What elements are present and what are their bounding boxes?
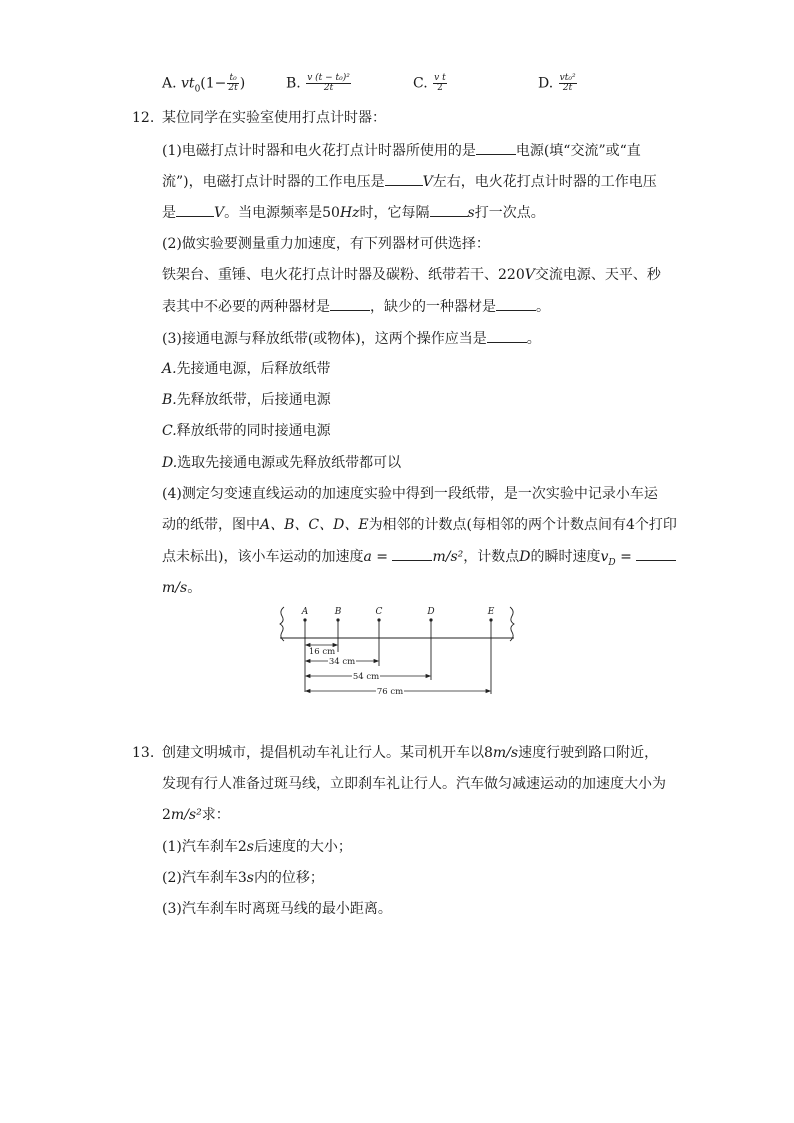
- q13-line3: [162, 807, 230, 823]
- q12-part1-line1: [162, 142, 641, 159]
- q12-option-b: [162, 392, 331, 408]
- q12-p1-l3b: 。当电源频率是50: [224, 205, 340, 221]
- dot-a: [303, 618, 306, 621]
- dim-ad-arrow-r: [426, 675, 430, 678]
- q12-part1-line3: [162, 204, 545, 221]
- q12-p1-l2v: V: [422, 174, 433, 190]
- q12-number: 12.: [132, 110, 155, 126]
- q12-p4-l3unit: m/s²: [432, 549, 464, 565]
- q12-p4-l4: m/s: [162, 580, 188, 596]
- q12-p4-l2b: 为相邻的计数点(每相邻的两个计数点间有4个打印: [368, 517, 677, 533]
- q13-sub2: [162, 870, 324, 886]
- q12-p4-l3a: 点未标出)，该小车运动的加速度: [162, 549, 364, 565]
- q12-p1-l3hz: Hz: [339, 205, 360, 221]
- q12-part2-line3: [162, 298, 550, 315]
- q13-l1u: m/s: [492, 745, 519, 761]
- q13-s2b: 内的位移；: [253, 870, 324, 886]
- label-a: A: [301, 607, 309, 617]
- dim-ad-label: 54 cm: [352, 672, 380, 682]
- option-d-num: vt₀²: [559, 73, 576, 83]
- answer-blank-7[interactable]: [487, 330, 527, 343]
- q12-option-a: [162, 361, 331, 377]
- q13-line2: 发现有行人准备过斑马线，立即刹车礼让行人。汽车做匀减速运动的加速度大小为: [162, 776, 666, 792]
- answer-blank-4[interactable]: [430, 204, 468, 217]
- q12-p3-l1b: 。: [526, 331, 541, 347]
- option-b-num: v (t − t₀)²: [307, 73, 350, 83]
- label-b: B: [334, 607, 342, 617]
- q12-stem: 某位同学在实验室使用打点计时器：: [162, 110, 386, 126]
- q12-p1-l1b: 电源(填“交流”或“直: [515, 143, 641, 159]
- option-a-num: t₀: [227, 74, 238, 84]
- option-a-var: vt: [181, 75, 195, 92]
- answer-blank-9[interactable]: [636, 548, 676, 561]
- q12-p1-l3d: 打一次点。: [474, 205, 545, 221]
- option-a-paren-close: ): [239, 75, 246, 92]
- q12-part4-line3: [162, 548, 676, 571]
- answer-blank-1[interactable]: [476, 142, 516, 155]
- option-a-sub: 0: [194, 84, 201, 95]
- q12-p1-l2a: 流”)，电磁打点计时器的工作电压是: [162, 174, 385, 190]
- q12-p4-l3var: a =: [363, 549, 393, 565]
- dim-ac-label: 34 cm: [328, 657, 356, 667]
- tape-left-brace: [280, 607, 284, 641]
- q13-s2a: (2)汽车刹车3: [162, 870, 247, 886]
- q12-p4-l3D: D: [519, 549, 531, 565]
- option-b: [286, 74, 352, 93]
- option-b-label: B.: [286, 75, 301, 92]
- q12-option-d: [162, 455, 401, 471]
- option-d: [538, 74, 578, 93]
- q13-l3b: 求：: [201, 807, 230, 823]
- q13-s2s: s: [246, 870, 254, 886]
- q12-p4-l2a: 动的纸带，图中: [162, 517, 260, 533]
- option-d-den: 2t: [562, 83, 573, 93]
- answer-blank-3[interactable]: [176, 204, 214, 217]
- option-c-label: C.: [413, 75, 428, 92]
- q12-p4-l3vd: v: [600, 549, 609, 565]
- q12-option-c-label: C.: [162, 423, 177, 439]
- answer-blank-5[interactable]: [330, 298, 370, 311]
- dot-d: [429, 618, 432, 621]
- q12-p4-l3c: 的瞬时速度: [530, 549, 601, 565]
- q13-line1: [162, 745, 658, 761]
- option-c-fraction: [433, 74, 447, 93]
- q12-p1-l2b: 左右，电火花打点计时器的工作电压: [432, 174, 657, 190]
- q12-p1-l3v: V: [214, 205, 225, 221]
- option-a: [162, 74, 245, 97]
- q12-part1-line2: [162, 173, 657, 190]
- q12-p1-l3c: 时，它每隔: [359, 205, 430, 221]
- q12-p1-l3a: 是: [162, 205, 176, 221]
- dim-ab-label: 16 cm: [308, 647, 336, 657]
- q12-p2-l2: 铁架台、重锤、电火花打点计时器及碳粉、纸带若干、220: [162, 267, 525, 283]
- option-c-den: 2: [437, 83, 443, 93]
- q12-part4-line2: [162, 517, 677, 533]
- option-c: [413, 74, 448, 93]
- q12-p1-l1a: (1)电磁打点计时器和电火花打点计时器所使用的是: [162, 143, 476, 159]
- q12-p2-l2v: V: [524, 267, 535, 283]
- q13-s1b: 后速度的大小；: [253, 839, 352, 855]
- dim-ac-arrow-l: [306, 660, 310, 663]
- q12-p1-l3s: s: [467, 205, 475, 221]
- option-b-den: 2t: [323, 83, 334, 93]
- dot-b: [336, 618, 339, 621]
- q13-number: 13.: [132, 745, 155, 761]
- q12-p4-l3b: ，计数点: [463, 549, 520, 565]
- dim-ae-label: 76 cm: [376, 687, 404, 697]
- q13-s1s: s: [246, 839, 254, 855]
- q12-part2-line1: (2)做实验要测量重力加速度，有下列器材可供选择：: [162, 236, 490, 252]
- q12-option-d-text: 选取先接通电源或先释放纸带都可以: [177, 455, 402, 471]
- option-a-label: A.: [162, 75, 177, 92]
- q12-p2-l3a: 表其中不必要的两种器材是: [162, 299, 330, 315]
- q13-l3u: m/s²: [170, 807, 202, 823]
- option-c-num: v t: [434, 73, 446, 83]
- dim-ad-arrow-l: [306, 675, 310, 678]
- answer-blank-8[interactable]: [392, 548, 432, 561]
- q12-p2-l3b: ，缺少的一种器材是: [370, 299, 496, 315]
- tape-right-brace: [510, 607, 514, 641]
- q12-p4-l4b: 。: [187, 580, 202, 596]
- q13-l1a: 创建文明城市，提倡机动车礼让行人。某司机开车以8: [162, 745, 493, 761]
- tape-figure: [270, 602, 530, 702]
- q13-s1a: (1)汽车刹车2: [162, 839, 247, 855]
- label-c: C: [375, 607, 383, 617]
- option-a-paren-open: (1−: [200, 75, 227, 92]
- dim-ac-arrow-r: [374, 660, 378, 663]
- q13-l3a: 2: [162, 807, 171, 823]
- option-a-den: 2t: [228, 83, 238, 93]
- q12-part2-line2: [162, 267, 661, 283]
- q12-option-a-text: 先接通电源，后释放纸带: [176, 361, 331, 377]
- answer-blank-2[interactable]: [385, 173, 423, 186]
- dot-c: [377, 618, 380, 621]
- answer-blank-6[interactable]: [496, 298, 536, 311]
- q12-p2-l2b: 交流电源、天平、秒: [534, 267, 661, 283]
- option-d-fraction: [559, 74, 577, 93]
- option-a-fraction: [227, 74, 238, 93]
- q12-option-b-label: B.: [162, 392, 177, 408]
- q13-sub3: (3)汽车刹车时离斑马线的最小距离。: [162, 901, 392, 917]
- q12-option-d-label: D.: [162, 455, 178, 471]
- q12-p4-l3eq: =: [615, 549, 637, 565]
- q13-sub1: [162, 839, 352, 855]
- q12-p2-l3c: 。: [536, 299, 550, 315]
- label-d: D: [427, 607, 435, 617]
- q12-part4-line4: [162, 580, 201, 596]
- q12-option-b-text: 先释放纸带，后接通电源: [176, 392, 331, 408]
- label-e: E: [487, 607, 495, 617]
- q12-p4-l2pts: A、B、C、D、E: [260, 517, 369, 533]
- dim-ae-arrow-r: [486, 690, 490, 693]
- q12-option-a-label: A.: [162, 361, 177, 377]
- q12-option-c-text: 释放纸带的同时接通电源: [176, 423, 331, 439]
- q12-p3-l1a: (3)接通电源与释放纸带(或物体)，这两个操作应当是: [162, 331, 487, 347]
- q12-part4-line1: (4)测定匀变速直线运动的加速度实验中得到一段纸带，是一次实验中记录小车运: [162, 486, 658, 502]
- q12-part3-line1: [162, 330, 541, 347]
- option-b-fraction: [306, 74, 351, 93]
- dot-e: [489, 618, 492, 621]
- q13-l1b: 速度行驶到路口附近，: [518, 745, 659, 761]
- q12-option-c: [162, 423, 331, 439]
- q12-p4-l3vdsub: D: [608, 557, 616, 568]
- dim-ae-arrow-l: [306, 690, 310, 693]
- option-d-label: D.: [538, 75, 554, 92]
